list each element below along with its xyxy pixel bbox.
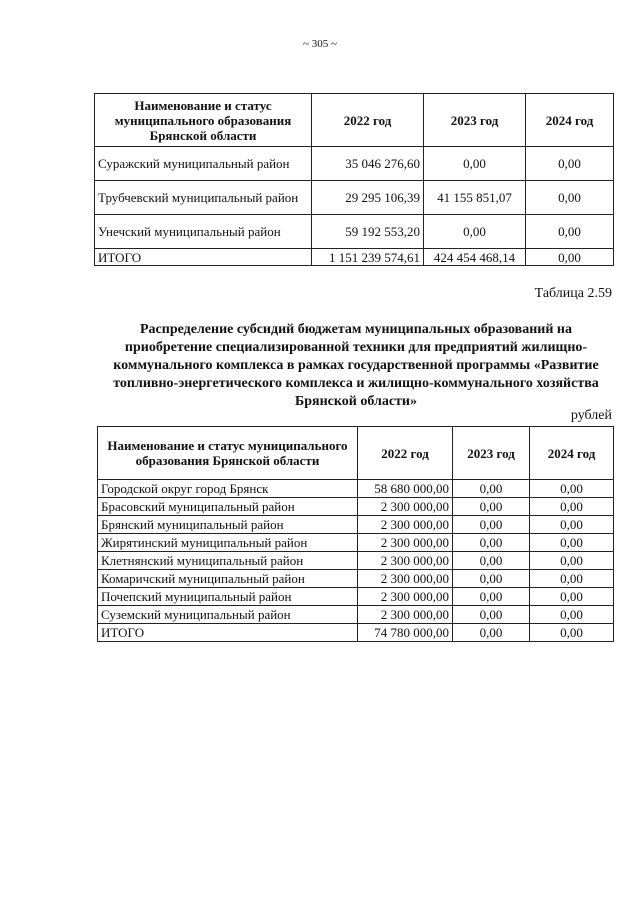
table-row: [95, 181, 614, 215]
table-row: [98, 498, 614, 516]
cell-2022: 29 295 106,39: [312, 181, 424, 215]
cell-2022: 35 046 276,60: [312, 147, 424, 181]
table-row: [95, 147, 614, 181]
table-row: [98, 588, 614, 606]
table-row: [98, 570, 614, 588]
header-municipality: Наименование и статус муниципального образования Брянской области: [95, 94, 312, 147]
header-2024: 2024 год: [526, 94, 614, 147]
cell-2024: 0,00: [526, 147, 614, 181]
header-2024: 2024 год: [530, 427, 614, 480]
cell-2024: 0,00: [526, 215, 614, 249]
cell-municipality: Комаричский муниципальный район: [98, 570, 358, 588]
table-label: Таблица 2.59: [534, 286, 612, 301]
table-row: [98, 516, 614, 534]
table-total-row: [95, 249, 614, 266]
cell-2024: 0,00: [530, 606, 614, 624]
total-2022: 74 780 000,00: [358, 624, 453, 642]
cell-2023: 0,00: [453, 534, 530, 552]
cell-2024: 0,00: [530, 498, 614, 516]
table-row: [98, 552, 614, 570]
cell-2024: 0,00: [530, 480, 614, 498]
cell-2023: 41 155 851,07: [424, 181, 526, 215]
cell-2022: 2 300 000,00: [358, 516, 453, 534]
cell-2024: 0,00: [526, 181, 614, 215]
total-2022: 1 151 239 574,61: [312, 249, 424, 266]
cell-2023: 0,00: [453, 480, 530, 498]
table-row: [98, 606, 614, 624]
table-row: [95, 215, 614, 249]
table-row: [98, 480, 614, 498]
cell-municipality: Трубчевский муниципальный район: [95, 181, 312, 215]
table-row: [98, 534, 614, 552]
table-header-row: [98, 427, 614, 480]
cell-2022: 58 680 000,00: [358, 480, 453, 498]
cell-municipality: Суземский муниципальный район: [98, 606, 358, 624]
cell-2023: 0,00: [453, 606, 530, 624]
cell-municipality: Почепский муниципальный район: [98, 588, 358, 606]
cell-2024: 0,00: [530, 534, 614, 552]
cell-municipality: Суражский муниципальный район: [95, 147, 312, 181]
table-1: [94, 93, 614, 266]
cell-municipality: Городской округ город Брянск: [98, 480, 358, 498]
total-2023: 0,00: [453, 624, 530, 642]
cell-2022: 2 300 000,00: [358, 552, 453, 570]
cell-2022: 59 192 553,20: [312, 215, 424, 249]
table-2: [97, 426, 614, 642]
cell-2022: 2 300 000,00: [358, 588, 453, 606]
cell-2024: 0,00: [530, 552, 614, 570]
total-2023: 424 454 468,14: [424, 249, 526, 266]
cell-2023: 0,00: [424, 215, 526, 249]
header-municipality: Наименование и статус муниципального образования Брянской области: [98, 427, 358, 480]
page-number: ~ 305 ~: [303, 38, 337, 50]
cell-2024: 0,00: [530, 588, 614, 606]
cell-2023: 0,00: [453, 516, 530, 534]
header-2022: 2022 год: [358, 427, 453, 480]
cell-2023: 0,00: [453, 570, 530, 588]
total-label: ИТОГО: [95, 249, 312, 266]
cell-2022: 2 300 000,00: [358, 534, 453, 552]
header-2023: 2023 год: [424, 94, 526, 147]
cell-municipality: Брасовский муниципальный район: [98, 498, 358, 516]
header-2023: 2023 год: [453, 427, 530, 480]
total-2024: 0,00: [526, 249, 614, 266]
cell-municipality: Брянский муниципальный район: [98, 516, 358, 534]
cell-2023: 0,00: [453, 588, 530, 606]
cell-2022: 2 300 000,00: [358, 570, 453, 588]
table-total-row: [98, 624, 614, 642]
cell-municipality: Клетнянский муниципальный район: [98, 552, 358, 570]
total-label: ИТОГО: [98, 624, 358, 642]
cell-2023: 0,00: [424, 147, 526, 181]
cell-2023: 0,00: [453, 552, 530, 570]
table-title: Распределение субсидий бюджетам муниципальных образований на приобретение специализированной техники для предприятий жилищно-коммунального комплекса в рамках государственной программы «Развитие топливно-энергетического комплекса и жилищно-коммунального хозяйства Брянской области»: [113, 322, 599, 409]
cell-2022: 2 300 000,00: [358, 606, 453, 624]
unit-label: рублей: [570, 408, 612, 423]
cell-2022: 2 300 000,00: [358, 498, 453, 516]
total-2024: 0,00: [530, 624, 614, 642]
cell-municipality: Унечский муниципальный район: [95, 215, 312, 249]
cell-municipality: Жирятинский муниципальный район: [98, 534, 358, 552]
cell-2023: 0,00: [453, 498, 530, 516]
cell-2024: 0,00: [530, 516, 614, 534]
cell-2024: 0,00: [530, 570, 614, 588]
table-header-row: [95, 94, 614, 147]
header-2022: 2022 год: [312, 94, 424, 147]
